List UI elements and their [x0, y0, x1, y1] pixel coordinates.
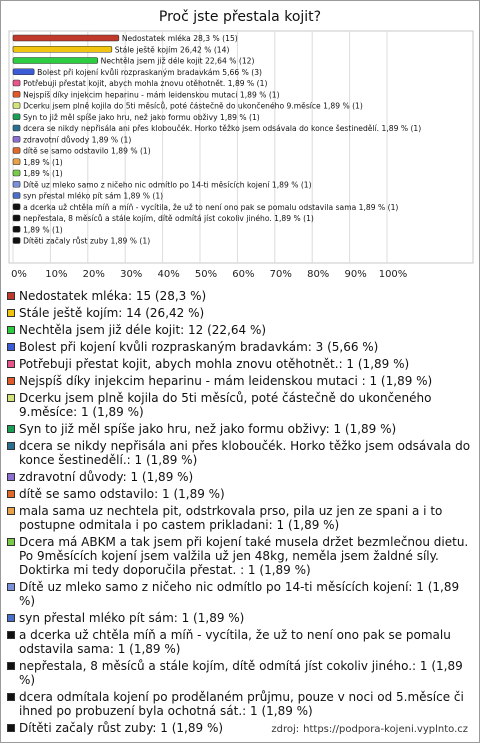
x-tick-label: 20% — [82, 269, 105, 280]
bar-data-label: Nechtěla jsem již déle kojit 22,64 % (12) — [100, 56, 255, 66]
bar — [13, 114, 20, 120]
x-tick-label: 50% — [194, 269, 218, 280]
legend-label: Syn to již měl spíše jako hru, než jako formu obživy: 1 (1,89 %) — [19, 422, 397, 436]
legend-swatch — [7, 583, 15, 591]
legend-swatch — [7, 292, 15, 300]
legend-swatch — [7, 326, 15, 334]
x-tick-label: 70% — [269, 269, 292, 280]
legend-label: Stále ještě kojím: 14 (26,42 %) — [19, 306, 205, 320]
bar-data-label: zdravotní důvody 1,89 % (1) — [23, 135, 132, 145]
legend-swatch — [7, 538, 15, 546]
legend-item — [7, 611, 473, 625]
bar — [13, 103, 20, 109]
bar-data-label: Potřebuji přestat kojit, abych mohla znovu otěhotnět. 1,89 % (1) — [23, 79, 268, 88]
x-tick-label: 60% — [232, 269, 255, 280]
bar-data-label: dítě se samo odstavilo 1,89 % (1) — [23, 146, 151, 156]
legend-swatch — [7, 614, 15, 622]
bar-data-label: Dítě uz mleko samo z ničeho nic odmítlo po 14-ti měsících kojení 1,89 % (1) — [23, 180, 312, 190]
x-axis-ticks — [11, 269, 407, 280]
legend-label: dcera odmítala kojení po prodělaném průjmu, pouze v noci od 5.měsíce či ihned po probuzení byla ochotná sát.: 1 (1,89 %) — [19, 690, 464, 718]
legend-label: dítě se samo odstavilo: 1 (1,89 %) — [19, 487, 225, 501]
x-tick-label: 30% — [120, 269, 143, 280]
legend-label: Nedostatek mléka: 15 (28,3 %) — [19, 289, 207, 303]
legend-item — [7, 470, 473, 484]
legend-label: a dcerka už chtěla míň a míň - vycítila, že už to není ono pak se pomalu odstavila sama: 1 (1,89 %) — [19, 628, 451, 656]
bar — [13, 193, 20, 199]
legend-swatch — [7, 343, 15, 351]
legend-item — [7, 690, 473, 718]
legend-item — [7, 289, 473, 303]
x-tick-label: 100% — [378, 269, 408, 280]
bar-data-label: syn přestal mléko pít sám 1,89 % (1) — [23, 191, 164, 201]
bar-data-label: a dcerka už chtěla míň a míň - vycítila, že už to není ono pak se pomalu odstavila sama 1,89 % (1) — [23, 202, 399, 212]
bar-data-label: Dítěti začaly růst zuby 1,89 % (1) — [23, 236, 151, 246]
bar — [13, 80, 20, 86]
bar-data-label: Bolest při kojení kvůli rozpraskaným bradavkám 5,66 % (3) — [37, 67, 263, 77]
bar — [13, 215, 20, 221]
legend-label: Nejspíš díky injekcim heparinu - mám leidenskou mutaci : 1 (1,89 %) — [19, 374, 433, 388]
x-tick-label: 10% — [45, 269, 68, 280]
legend-swatch — [7, 507, 15, 515]
legend-swatch — [7, 377, 15, 385]
chart-title: Proč jste přestala kojit? — [158, 9, 322, 25]
legend-label: Potřebuji přestat kojit, abych mohla znovu otěhotnět.: 1 (1,89 %) — [19, 357, 410, 371]
legend-label: mala sama uz nechtela pit, odstrkovala prso, pila uz jen ze spani a i to postupne odmitala i po castem prikladani: 1 (1,89 %) — [19, 504, 443, 532]
legend-swatch — [7, 309, 15, 317]
bar-data-label: Nejspíš díky injekcim heparinu - mám leidenskou mutaci 1,89 % (1) — [23, 90, 280, 100]
x-tick-label: 80% — [307, 269, 330, 280]
bar-data-label: Syn to již měl spíše jako hru, než jako formu obživy 1,89 % (1) — [23, 112, 260, 122]
bar — [13, 35, 119, 41]
bar — [13, 238, 20, 244]
legend-item — [7, 439, 473, 467]
bar — [13, 58, 98, 64]
bar-data-label: nepřestala, 8 měsíců a stále kojím, dítě odmítá jíst cokoliv jiného. 1,89 % (1) — [23, 214, 314, 223]
bar-data-label: Nedostatek mléka 28,3 % (15) — [121, 34, 238, 43]
legend-label: Dítě uz mleko samo z ničeho nic odmítlo po 14-ti měsících kojení: 1 (1,89 %) — [19, 580, 460, 608]
bar — [13, 204, 20, 210]
legend-label: nepřestala, 8 měsíců a stále kojím, dítě odmítá jíst cokoliv jiného.: 1 (1,89 %) — [19, 659, 463, 687]
legend-swatch — [7, 425, 15, 433]
legend-item — [7, 422, 473, 436]
source-link[interactable]: https://podpora-kojeni.vyplnto.cz — [303, 724, 468, 735]
bar-data-label: Dcerku jsem plně kojila do 5ti měsíců, poté částečně do ukončeného 9.měsíce 1,89 % (1) — [23, 101, 363, 111]
legend-item — [7, 628, 473, 656]
legend-item — [7, 306, 473, 320]
legend-item — [7, 659, 473, 687]
bar — [13, 69, 34, 75]
legend-swatch — [7, 490, 15, 498]
legend-item — [7, 323, 473, 337]
legend-item — [7, 504, 473, 532]
legend-swatch — [7, 662, 15, 670]
bar-data-label: dcera se nikdy nepřisála ani přes kloboučék. Horko těžko jsem odsávala do konce šestinedělí. 1,89 % (1) — [23, 124, 422, 133]
legend-swatch — [7, 473, 15, 481]
bar-data-label: 1,89 % (1) — [23, 157, 63, 167]
legend-label: dcera se nikdy nepřisála ani přes kloboučék. Horko těžko jsem odsávala do konce šestinedělí.: 1 (1,89 %) — [19, 439, 471, 467]
legend-item — [7, 487, 473, 501]
x-tick-label: 90% — [344, 269, 367, 280]
legend-swatch — [7, 724, 15, 732]
legend-item — [7, 391, 473, 419]
legend-item — [7, 357, 473, 371]
x-tick-label: 0% — [11, 269, 27, 280]
legend-item — [7, 374, 473, 388]
bar-data-label: Stále ještě kojím 26,42 % (14) — [114, 45, 230, 55]
bar — [13, 226, 20, 232]
legend-label: Dítěti začaly růst zuby: 1 (1,89 %) — [19, 721, 224, 735]
legend-label: Dcerku jsem plně kojila do 5ti měsíců, poté částečně do ukončeného 9.měsíce: 1 (1,89 %) — [19, 391, 432, 419]
legend-label: Bolest při kojení kvůli rozpraskaným bradavkám: 3 (5,66 %) — [19, 340, 379, 354]
bar — [13, 136, 20, 142]
x-tick-label: 40% — [157, 269, 180, 280]
bar — [13, 181, 20, 187]
bar — [13, 91, 20, 97]
legend-swatch — [7, 360, 15, 368]
source-label: zdroj: — [271, 724, 300, 735]
legend-label: zdravotní důvody: 1 (1,89 %) — [19, 470, 194, 484]
legend-swatch — [7, 442, 15, 450]
legend — [7, 289, 473, 738]
source-credit — [267, 724, 468, 735]
legend-label: syn přestal mléko pít sám: 1 (1,89 %) — [19, 611, 245, 625]
legend-swatch — [7, 394, 15, 402]
bar — [13, 159, 20, 165]
legend-label: Nechtěla jsem již déle kojit: 12 (22,64 %) — [19, 323, 267, 337]
legend-item — [7, 580, 473, 608]
legend-swatch — [7, 631, 15, 639]
legend-item — [7, 535, 473, 577]
bar — [13, 125, 20, 131]
legend-item — [7, 340, 473, 354]
bar — [13, 148, 20, 154]
bar-chart — [0, 0, 480, 290]
bar — [13, 46, 112, 52]
bar-data-label: 1,89 % (1) — [23, 169, 63, 178]
legend-swatch — [7, 693, 15, 701]
legend-label: Dcera má ABKM a tak jsem při kojení také musela držet bezmlečnou dietu. Po 9měsících kojení jsem valžila už jen 48kg, neměla jsem žaldné síly. Doktirka mi tedy doporučila přestat. : 1 (1,89 %) — [19, 535, 469, 577]
bar — [13, 170, 20, 176]
bar-data-label: 1,89 % (1) — [23, 225, 63, 235]
